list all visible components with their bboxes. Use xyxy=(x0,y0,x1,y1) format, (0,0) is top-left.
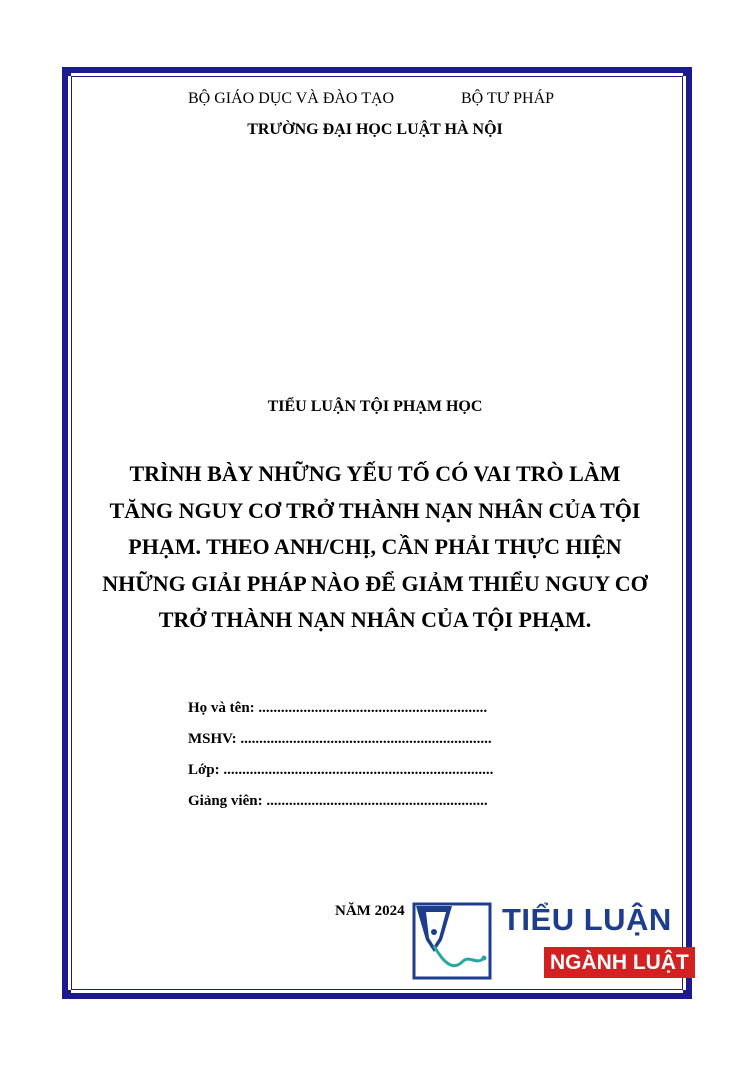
info-blank: ............................................................. xyxy=(254,700,488,716)
border-corner xyxy=(683,990,692,999)
ministry-justice: BỘ TƯ PHÁP xyxy=(461,90,555,107)
info-blank: ........................................................... xyxy=(262,793,488,809)
title-line: TRÌNH BÀY NHỮNG YẾU TỐ CÓ VAI TRÒ LÀM xyxy=(129,461,621,486)
info-row-class xyxy=(188,760,568,791)
info-label: Họ và tên: xyxy=(188,700,255,716)
tieu-luan-logo xyxy=(410,898,689,983)
info-label: Giảng viên: xyxy=(188,793,263,809)
university-name: TRƯỜNG ĐẠI HỌC LUẬT HÀ NỘI xyxy=(247,121,503,138)
title-line: NHỮNG GIẢI PHÁP NÀO ĐỂ GIẢM THIỂU NGUY CƠ xyxy=(102,570,648,596)
ministry-education: BỘ GIÁO DỤC VÀ ĐÀO TẠO xyxy=(188,90,395,107)
border-corner xyxy=(683,67,692,76)
info-blank: ........................................................................ xyxy=(219,762,494,778)
essay-title xyxy=(80,456,670,639)
info-row-lecturer xyxy=(188,791,568,822)
logo-text-bottom: NGÀNH LUẬT xyxy=(544,947,695,978)
info-row-student-id xyxy=(188,729,568,760)
info-label: Lớp: xyxy=(188,762,220,778)
info-blank: ................................................................... xyxy=(236,731,492,747)
border-corner xyxy=(62,67,71,76)
year: NĂM 2024 xyxy=(335,903,405,919)
pen-nib-icon xyxy=(412,902,492,980)
student-info xyxy=(188,698,568,822)
logo-text-top: TIỂU LUẬN xyxy=(502,902,672,937)
title-line: PHẠM. THEO ANH/CHỊ, CẦN PHẢI THỰC HIỆN xyxy=(128,534,622,559)
title-line: TĂNG NGUY CƠ TRỞ THÀNH NẠN NHÂN CỦA TỘI xyxy=(109,497,641,523)
title-line: TRỞ THÀNH NẠN NHÂN CỦA TỘI PHẠM. xyxy=(158,607,592,632)
info-label: MSHV: xyxy=(188,731,237,747)
document-type: TIỂU LUẬN TỘI PHẠM HỌC xyxy=(267,398,483,415)
border-corner xyxy=(62,990,71,999)
info-row-name xyxy=(188,698,568,729)
